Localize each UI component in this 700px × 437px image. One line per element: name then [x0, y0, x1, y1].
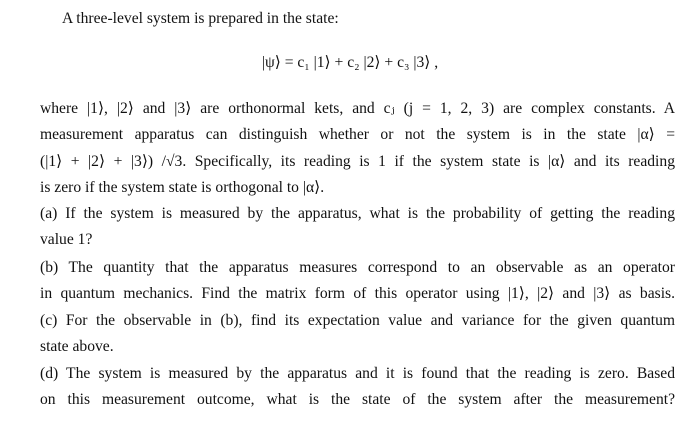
paragraph-line-4: is zero if the system state is orthogonal to |α⟩.: [40, 179, 325, 196]
part-d-line-1: (d) The system is measured by the apparatus and it is found that the reading is zero. Based: [40, 365, 675, 382]
part-d-line-2: on this measurement outcome, what is the state of the system after the measurement?: [40, 391, 675, 408]
paragraph-line-2: measurement apparatus can distinguish whether or not the system is in the state |α⟩ =: [40, 126, 675, 143]
part-b-line-2: in quantum mechanics. Find the matrix form of this operator using |1⟩, |2⟩ and |3⟩ as basis.: [40, 285, 675, 302]
part-c-line-1: (c) For the observable in (b), find its expectation value and variance for the given quantum: [40, 312, 675, 329]
paragraph-line-1: where |1⟩, |2⟩ and |3⟩ are orthonormal kets, and cⱼ (j = 1, 2, 3) are complex constants. A: [40, 100, 675, 117]
part-c-line-2: state above.: [40, 338, 114, 355]
part-a-line-1: (a) If the system is measured by the apparatus, what is the probability of getting the reading: [40, 205, 675, 222]
paragraph-line-3: (|1⟩ + |2⟩ + |3⟩) /√3. Specifically, its reading is 1 if the system state is |α⟩ and its reading: [40, 153, 675, 170]
intro-sentence: A three-level system is prepared in the state:: [62, 10, 339, 27]
state-equation: |ψ⟩ = c₁ |1⟩ + c₂ |2⟩ + c₃ |3⟩ ,: [261, 54, 439, 71]
part-a-line-2: value 1?: [40, 231, 93, 248]
part-b-line-1: (b) The quantity that the apparatus measures correspond to an observable as an operator: [40, 259, 675, 276]
